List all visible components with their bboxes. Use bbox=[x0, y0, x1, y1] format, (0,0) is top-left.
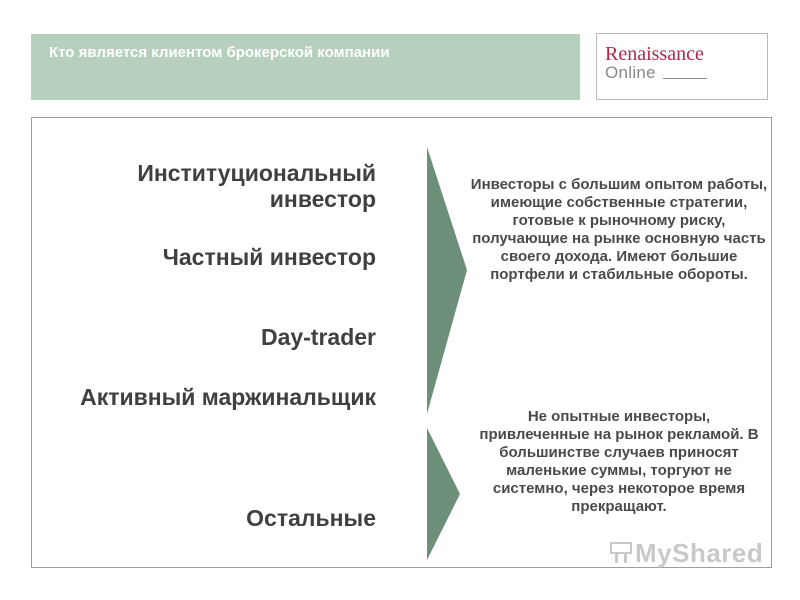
category-private: Частный инвестор bbox=[162, 244, 376, 270]
content-panel bbox=[31, 117, 772, 568]
category-institutional bbox=[137, 160, 376, 212]
category-institutional-line2: инвестор bbox=[269, 186, 376, 212]
logo-underline bbox=[663, 78, 707, 79]
category-institutional-line1: Институциональный bbox=[137, 160, 376, 186]
watermark-icon bbox=[610, 541, 632, 565]
arrow-lower bbox=[427, 428, 460, 560]
description-experienced: Инвесторы с большим опытом работы, имеющие собственные стратегии, готовые к рыночному риску, получающие на рынке основную часть своего дохода. Имеют большие портфели и стабильные обороты. bbox=[470, 176, 768, 283]
arrow-upper bbox=[427, 147, 467, 414]
page-title: Кто является клиентом брокерской компании bbox=[49, 44, 390, 61]
logo-line1: Renaissance bbox=[605, 43, 704, 65]
watermark-text: MyShared bbox=[635, 538, 764, 568]
category-margin: Активный маржинальщик bbox=[80, 384, 376, 410]
logo-line2: Online bbox=[605, 63, 656, 82]
title-bar bbox=[31, 34, 580, 100]
renaissance-logo bbox=[596, 33, 768, 100]
category-others: Остальные bbox=[246, 505, 376, 531]
watermark bbox=[610, 538, 763, 569]
description-novice: Не опытные инвесторы, привлеченные на рынок рекламой. В большинстве случаев приносят маленькие суммы, торгуют не системно, через некоторое время прекращают. bbox=[479, 408, 759, 515]
category-daytrader: Day-trader bbox=[260, 324, 376, 350]
